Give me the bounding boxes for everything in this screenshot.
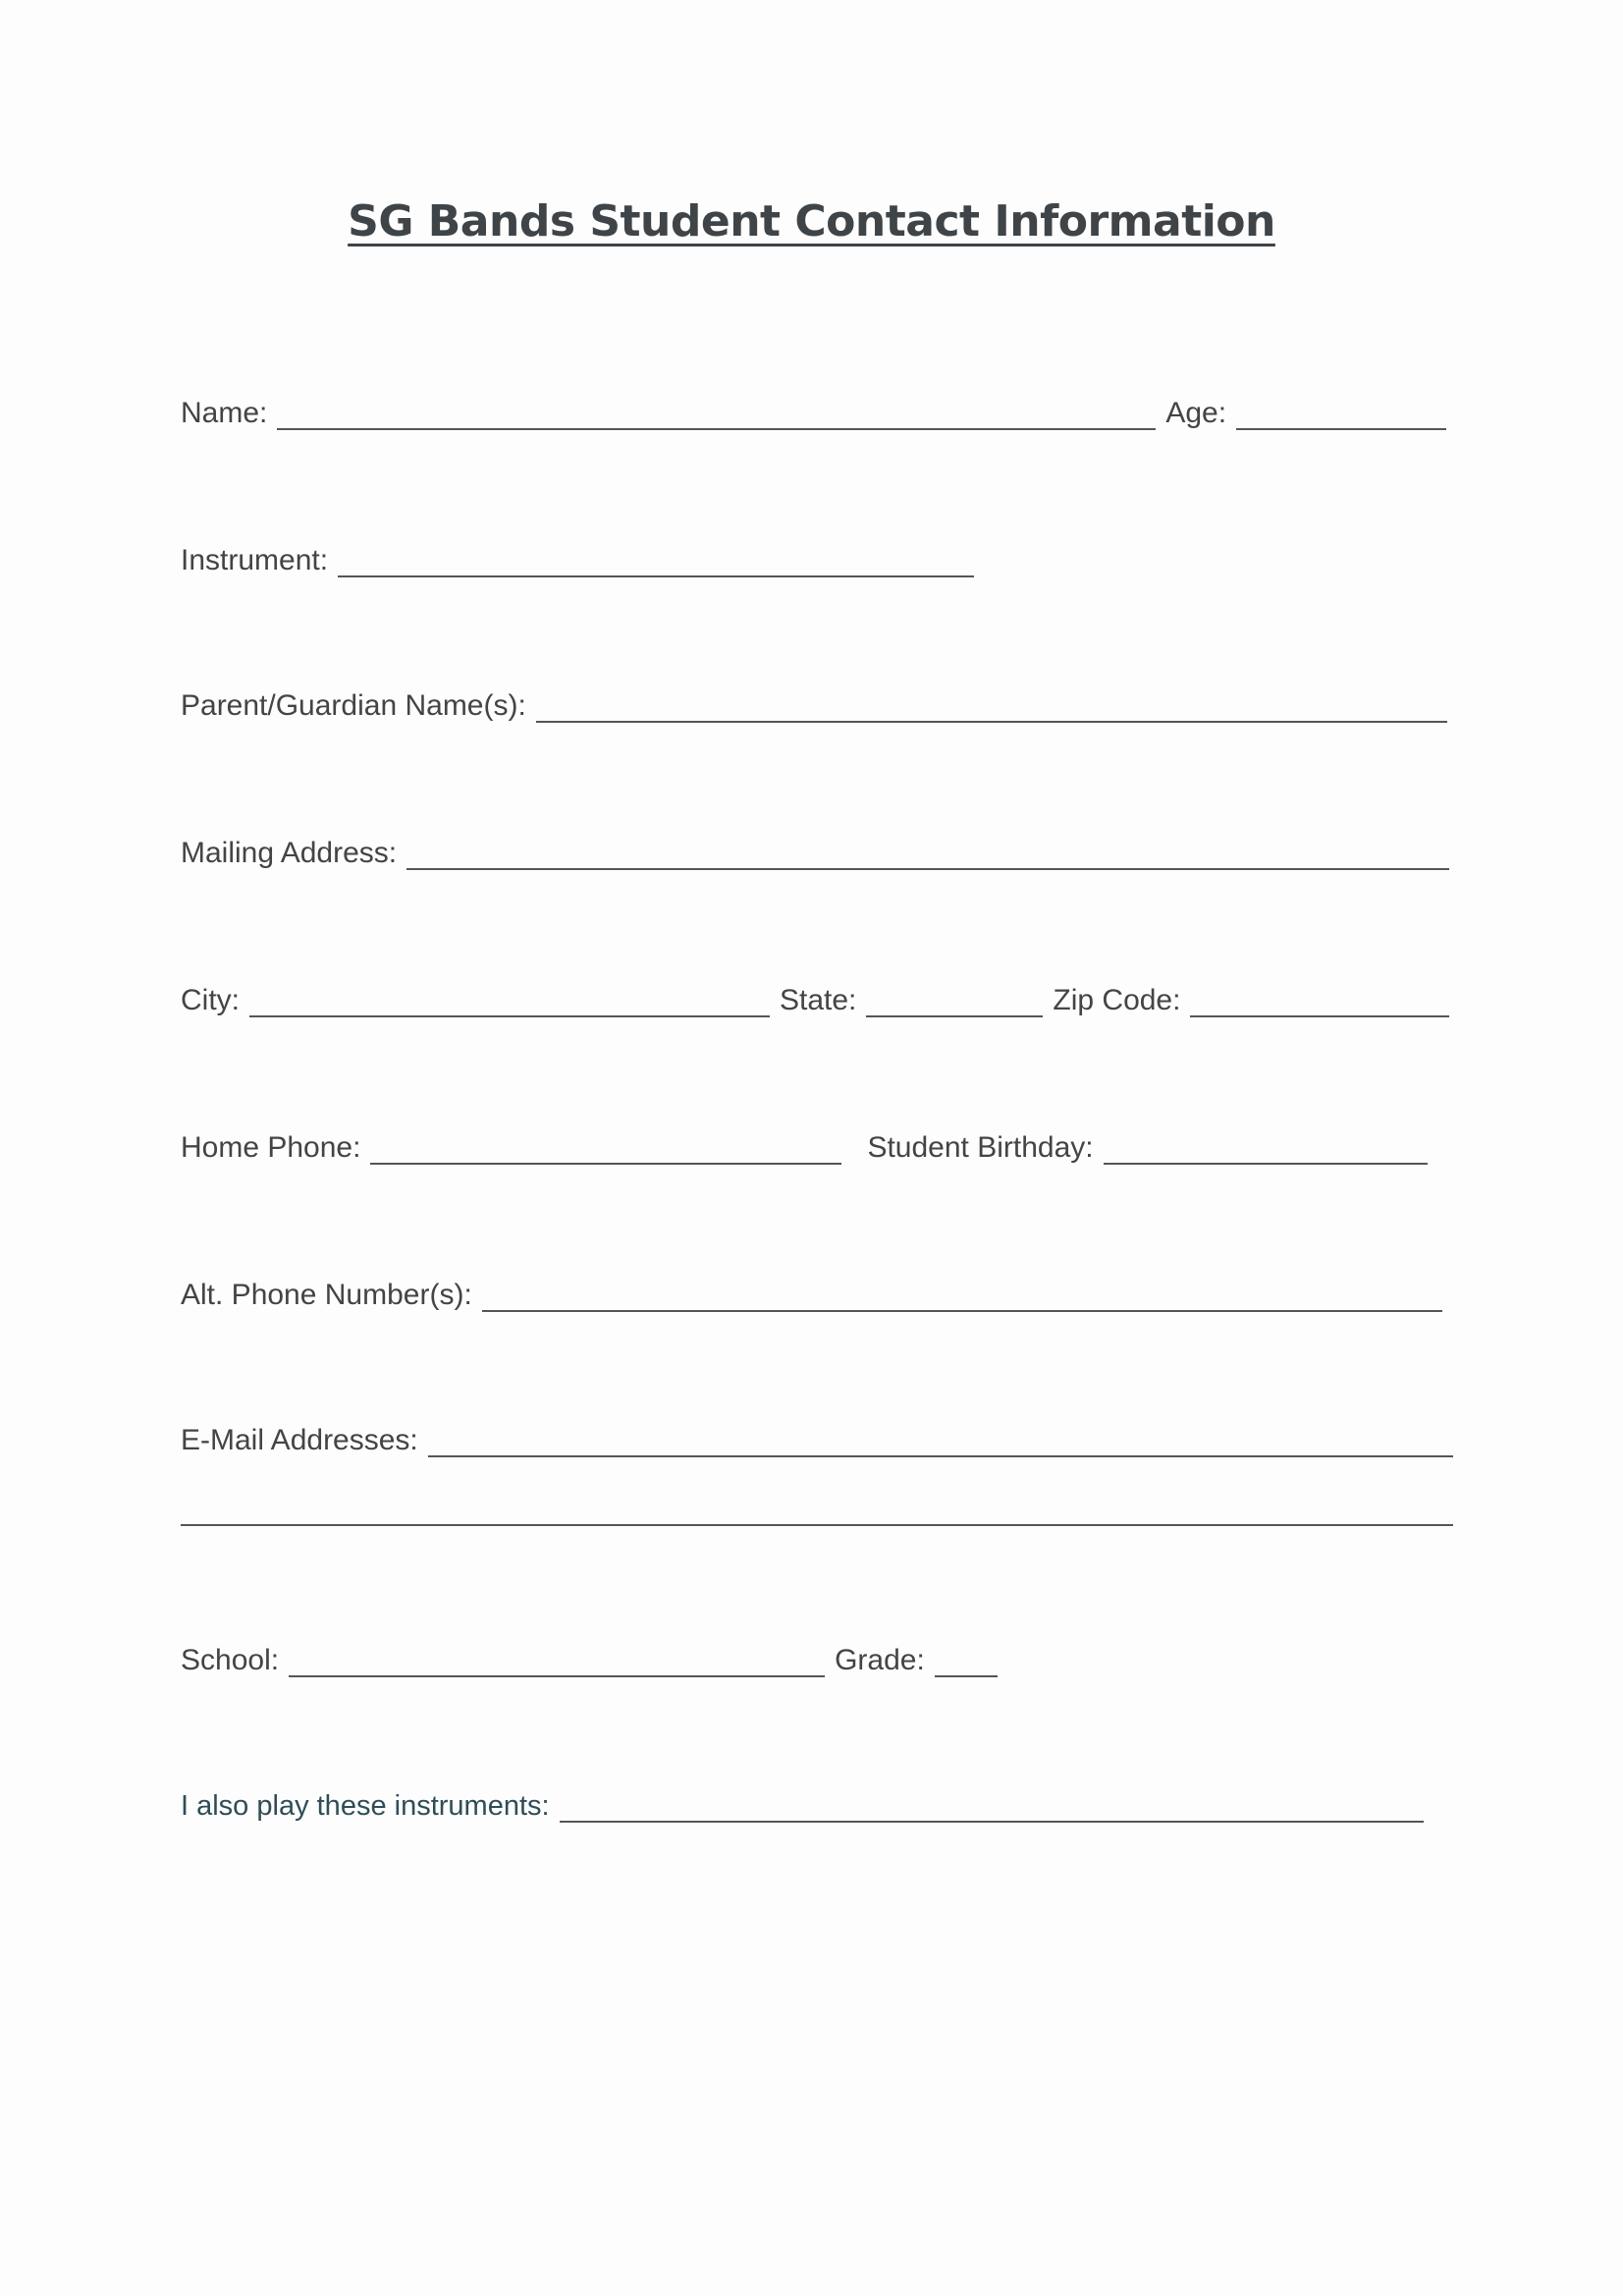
row-instrument: [181, 530, 1453, 579]
zip-line[interactable]: [1190, 1015, 1449, 1017]
row-email: [181, 1410, 1453, 1459]
row-city-state-zip: [181, 970, 1453, 1019]
email-line[interactable]: [428, 1455, 1453, 1457]
row-phone-birthday: [181, 1118, 1453, 1167]
email-label: E-Mail Addresses:: [181, 1424, 418, 1456]
state-line[interactable]: [866, 1015, 1043, 1017]
form-title: SG Bands Student Contact Information: [348, 196, 1275, 246]
instrument-label: Instrument:: [181, 544, 329, 576]
city-label: City:: [181, 984, 240, 1016]
parent-line[interactable]: [536, 721, 1447, 723]
parent-label: Parent/Guardian Name(s):: [181, 689, 526, 722]
row-email-extra: [181, 1479, 1453, 1528]
grade-line[interactable]: [935, 1675, 998, 1677]
grade-label: Grade:: [835, 1644, 925, 1676]
age-label: Age:: [1165, 397, 1227, 429]
row-name-age: [181, 383, 1453, 432]
home-phone-line[interactable]: [370, 1163, 841, 1165]
row-school-grade: [181, 1630, 1453, 1679]
email-line-2[interactable]: [181, 1524, 1453, 1526]
school-line[interactable]: [289, 1675, 825, 1677]
mailing-line[interactable]: [406, 868, 1449, 870]
age-line[interactable]: [1236, 428, 1446, 430]
row-parent: [181, 676, 1453, 725]
state-label: State:: [780, 984, 857, 1016]
other-instruments-label: I also play these instruments:: [181, 1790, 550, 1822]
alt-phone-label: Alt. Phone Number(s):: [181, 1279, 472, 1311]
alt-phone-line[interactable]: [482, 1310, 1442, 1312]
other-instruments-line[interactable]: [560, 1821, 1424, 1823]
row-other-instruments: [181, 1776, 1453, 1825]
school-label: School:: [181, 1644, 280, 1676]
form-title-wrap: [0, 196, 1623, 246]
city-line[interactable]: [249, 1015, 770, 1017]
birthday-line[interactable]: [1104, 1163, 1428, 1165]
row-mailing: [181, 823, 1453, 872]
birthday-label: Student Birthday:: [867, 1131, 1094, 1164]
name-line[interactable]: [277, 428, 1156, 430]
home-phone-label: Home Phone:: [181, 1131, 361, 1164]
zip-label: Zip Code:: [1053, 984, 1181, 1016]
row-alt-phone: [181, 1265, 1453, 1314]
mailing-label: Mailing Address:: [181, 837, 398, 869]
instrument-line[interactable]: [338, 575, 974, 577]
name-label: Name:: [181, 397, 268, 429]
